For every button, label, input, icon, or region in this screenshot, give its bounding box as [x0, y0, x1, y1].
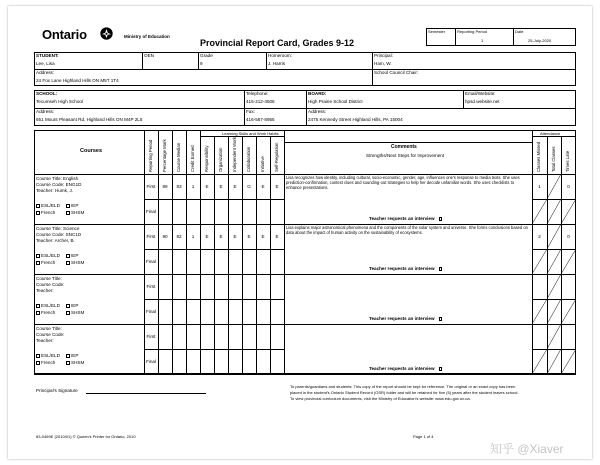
grade-cell: E [275, 184, 279, 189]
course-comment: Lisa explains major astronomical phenomena and the components of the solar system and universe. She forms conclusions based on data about the impact of human activity on the sustainability of ecosystems. [286, 225, 528, 235]
interview-request[interactable]: Teacher requests an interview [369, 316, 444, 321]
period-value: 1 [481, 38, 484, 43]
school-label: SCHOOL: [36, 91, 58, 96]
col-times-late: Times Late [565, 150, 570, 172]
board-email-label: Email/Website: [465, 91, 496, 96]
notice-line-3: To view provincial curriculum documents, visit the Ministry of Education's website: www.edu.gov.on.ca. [290, 396, 471, 401]
iep-checkbox[interactable]: IEP [66, 353, 78, 358]
col-collaboration: Collaboration [246, 146, 251, 172]
grade-cell: E [205, 184, 209, 189]
course-code: Course Code: ENG1D [36, 182, 82, 187]
report-card-sheet [8, 6, 592, 459]
final-label: Final [146, 259, 156, 264]
reporting-period-cell: First [146, 334, 156, 339]
date-value: 25-July-2020 [528, 38, 552, 43]
grade-cell: E [247, 234, 251, 239]
course-comment: Lisa recognizes how identity, including cultural, socio-economic, gender, age, influences one's response to media texts. She uses prediction-confirmation, context clues and sounding-out strategies to help her decode unfamiliar words. She uses checklists to enhance presentations. [286, 175, 520, 190]
grade-cell: E [219, 184, 223, 189]
empty-cell-slash [547, 224, 561, 249]
course-title: Course Title: [36, 276, 62, 281]
course-code: Course Code: SNC1D [36, 232, 82, 237]
grade-cell: 1 [191, 184, 195, 189]
shsm-checkbox[interactable]: SHSM [66, 260, 84, 265]
school-phone: 416-212-4506 [246, 99, 275, 104]
student-address: 24 Fox Lane Highland Hills ON M5T 1T4 [36, 78, 119, 83]
grade-cell: 82 [176, 234, 182, 239]
ministry-name: Ministry of Education [124, 34, 170, 39]
course-teacher: Teacher: Archer, B. [36, 238, 75, 243]
shsm-checkbox[interactable]: SHSM [66, 360, 84, 365]
grade-cell: 90 [162, 234, 168, 239]
empty-cell-slash [158, 349, 284, 374]
col-classes-missed: Classes Missed [536, 141, 541, 172]
col-responsibility: Responsibility [204, 145, 209, 172]
course-code: Course Code: [36, 332, 65, 337]
col-percentage-mark: Percentage Mark [162, 139, 167, 172]
watermark: 知乎 @Xiaver [490, 442, 564, 456]
grade-cell: G [247, 184, 251, 189]
course-code: Course Code: [36, 282, 65, 287]
brand-wordmark: Ontario [42, 27, 87, 42]
board-email: hpsd.website.net [465, 99, 500, 104]
grade-cell: E [219, 234, 223, 239]
grade-cell: E [261, 234, 265, 239]
french-checkbox[interactable]: French [36, 210, 55, 215]
board-name: High Prairie School District [308, 99, 363, 104]
oen-label: OEN [144, 53, 154, 58]
homeroom-label: Homeroom: [268, 53, 292, 58]
grade-cell: E [275, 234, 279, 239]
course-teacher: Teacher: [36, 338, 54, 343]
course-teacher: Teacher: [36, 288, 54, 293]
final-label: Final [146, 309, 156, 314]
board-label: BOARD: [308, 91, 327, 96]
empty-cell-slash [532, 249, 576, 274]
times-late-value: 0 [567, 234, 570, 239]
principal-label: Principal: [374, 53, 393, 58]
shsm-checkbox[interactable]: SHSM [66, 210, 84, 215]
col-credit-earned: Credit Earned [190, 145, 195, 172]
report-title: Provincial Report Card, Grades 9-12 [200, 38, 355, 48]
col-self-regulation: Self-Regulation [274, 142, 279, 172]
reporting-period-cell: First [146, 234, 156, 239]
student-label: STUDENT: [36, 53, 59, 58]
courses-header: Courses [80, 148, 103, 154]
empty-cell-slash [532, 299, 576, 324]
course-title: Course Title: [36, 326, 62, 331]
final-label: Final [146, 209, 156, 214]
period-label: Reporting Period [457, 29, 488, 34]
grades-table [34, 130, 576, 374]
school-fax-label: Fax: [246, 109, 255, 114]
empty-cell-slash [532, 199, 576, 224]
skills-group-header: Learning Skills and Work Habits [222, 131, 279, 136]
semester-label: Semester [428, 29, 446, 34]
principal-value: Ham, W. [374, 61, 392, 66]
board-address-label: Address: [308, 109, 327, 114]
student-name: Lee, Lisa [36, 61, 55, 66]
times-late-value: 0 [567, 184, 570, 189]
course-teacher: Teacher: Humk, J. [36, 188, 74, 193]
esl-checkbox[interactable]: ESL/ELD [36, 303, 60, 308]
attendance-header: Attendance [540, 131, 561, 136]
reporting-period-cell: First [146, 184, 156, 189]
col-organization: Organization [218, 147, 223, 172]
semester-box [426, 28, 576, 46]
grade-cell: E [205, 234, 209, 239]
esl-checkbox[interactable]: ESL/ELD [36, 203, 60, 208]
homeroom-value: J. Harris [268, 61, 286, 66]
grade-value: 9 [200, 61, 203, 66]
school-address-label: Address: [36, 109, 55, 114]
comments-subheader: Strengths/Next Steps for Improvement [366, 153, 445, 158]
council-chair-label: School Council Chair: [374, 70, 419, 75]
reporting-period-cell: First [146, 284, 156, 289]
grade-label: Grade [200, 53, 213, 58]
empty-cell-slash [532, 349, 576, 374]
board-address: 2475 Kennedy Street Highland Hills, PA 15004 [308, 117, 403, 122]
iep-checkbox[interactable]: IEP [66, 203, 78, 208]
school-address: 651 Mount Pleasant Rd, Highland Hills ON M4P 2L5 [36, 117, 143, 122]
school-name: Tecumseh High School [36, 99, 83, 104]
final-label: Final [146, 359, 156, 364]
interview-request[interactable]: Teacher requests an interview [369, 266, 444, 271]
empty-cell-slash [158, 249, 284, 274]
col-course-median: Course Median [176, 142, 181, 172]
grade-cell: 1 [191, 234, 195, 239]
iep-checkbox[interactable]: IEP [66, 253, 78, 258]
french-checkbox[interactable]: French [36, 310, 55, 315]
student-address-label: Address: [36, 70, 55, 75]
interview-request[interactable]: Teacher requests an interview [369, 216, 444, 221]
notice-line-1: To parents/guardians and students: This copy of the report should be kept for reference. The original or an exact copy has been [290, 384, 516, 389]
school-fax: 416-567-8955 [246, 117, 275, 122]
empty-cell-slash [158, 199, 284, 224]
empty-cell-slash [547, 324, 561, 349]
grade-cell: 89 [162, 184, 168, 189]
notice-line-2: placed in the student's Ontario Student Record (OSR) folder and will be retained for five (5) years after the student leaves school. [290, 390, 519, 395]
grade-cell: 83 [176, 184, 182, 189]
course-title: Course Title: English [36, 176, 79, 181]
course-title: Course Title: Science [36, 226, 80, 231]
classes-missed-value: 1 [538, 184, 541, 189]
page-number: Page 1 of 4 [413, 434, 434, 439]
shsm-checkbox[interactable]: SHSM [66, 310, 84, 315]
trillium-logo-icon [100, 27, 113, 40]
interview-request[interactable]: Teacher requests an interview [369, 366, 444, 371]
col-independent-work: Independent Work [232, 136, 237, 172]
esl-checkbox[interactable]: ESL/ELD [36, 253, 60, 258]
iep-checkbox[interactable]: IEP [66, 303, 78, 308]
empty-cell-slash [547, 174, 561, 199]
form-code: 83-0469E (2010/01) © Queen's Printer for Ontario, 2010 [36, 434, 136, 439]
empty-cell-slash [547, 274, 561, 299]
col-reporting-period: Reporting Period [148, 139, 153, 172]
signature-line [86, 393, 206, 394]
grade-cell: E [233, 234, 237, 239]
comments-header: Comments [391, 144, 417, 150]
classes-missed-value: 2 [538, 234, 541, 239]
col-total-classes: Total Classes [551, 146, 556, 172]
col-initiative: Initiative [260, 156, 265, 172]
french-checkbox[interactable]: French [36, 260, 55, 265]
grade-cell: E [233, 184, 237, 189]
french-checkbox[interactable]: French [36, 360, 55, 365]
signature-label: Principal's Signature [36, 388, 78, 393]
date-label: Date [515, 29, 524, 34]
esl-checkbox[interactable]: ESL/ELD [36, 353, 60, 358]
school-phone-label: Telephone: [246, 91, 269, 96]
grade-cell: E [261, 184, 265, 189]
empty-cell-slash [158, 299, 284, 324]
